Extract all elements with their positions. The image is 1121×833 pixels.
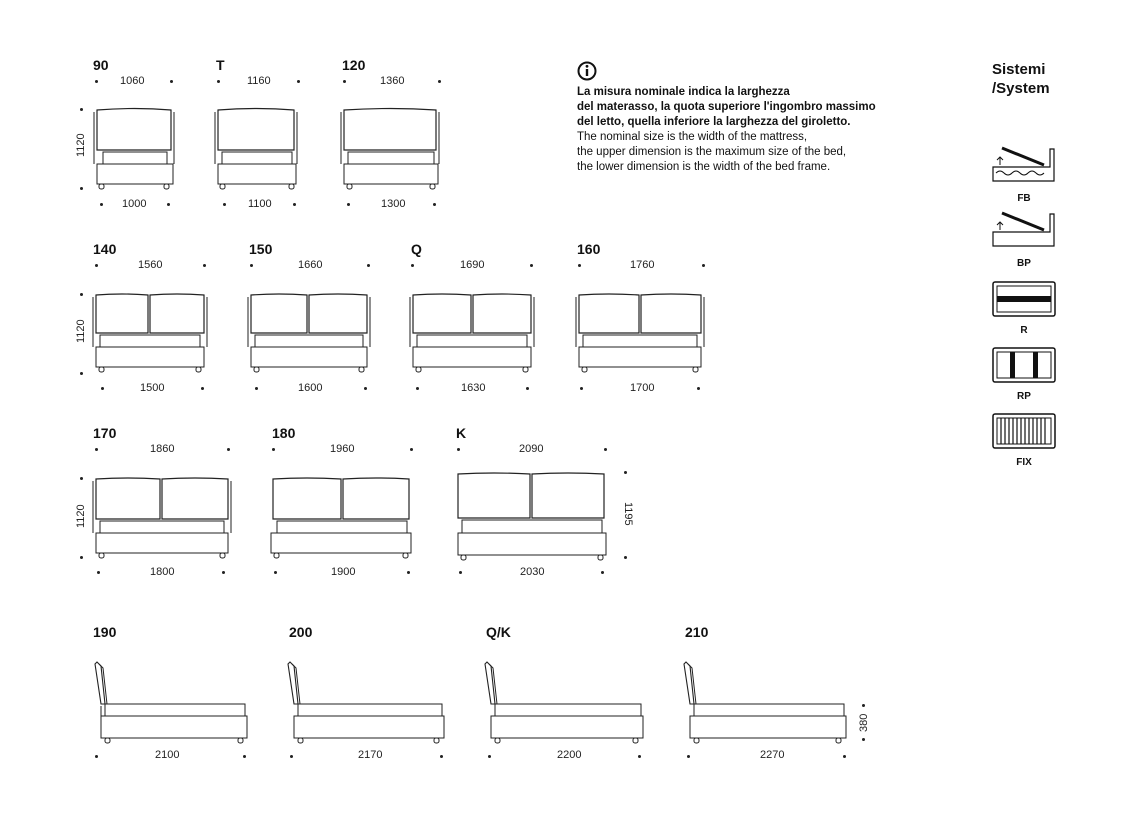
note-line: La misura nominale indica la larghezza (577, 86, 790, 98)
bed-side-drawing (483, 662, 645, 746)
bed-side-drawing (682, 662, 848, 746)
slat-panel-icon (992, 347, 1056, 383)
system-R (992, 281, 1056, 336)
top-dimension: 1660 (298, 259, 323, 271)
system-FB (992, 143, 1056, 204)
size-label: 200 (289, 624, 313, 640)
bed-front-drawing (95, 108, 175, 192)
size-label: 140 (93, 241, 117, 257)
top-dimension: 1560 (138, 259, 163, 271)
system-label: BP (1017, 258, 1031, 269)
size-label: Q/K (486, 624, 511, 640)
bed-front-drawing (216, 108, 298, 192)
height-dimension: 1120 (75, 319, 87, 343)
fixed-slats-icon (992, 413, 1056, 449)
height-dimension: 1120 (75, 504, 87, 528)
size-label: 120 (342, 57, 366, 73)
top-dimension: 1860 (150, 443, 175, 455)
size-label: K (456, 425, 467, 441)
length-dimension: 2100 (155, 749, 180, 761)
top-dimension: 2090 (519, 443, 544, 455)
size-label: Q (411, 241, 422, 257)
top-dimension: 1060 (120, 75, 145, 87)
lift-storage-icon (992, 208, 1056, 250)
length-dimension: 2200 (557, 749, 582, 761)
lift-bed-icon (992, 143, 1056, 185)
size-label: 190 (93, 624, 117, 640)
bed-front-drawing (456, 472, 608, 562)
note-line: the lower dimension is the width of the bed frame. (577, 161, 831, 173)
system-label: R (1020, 325, 1028, 336)
note-line: del letto, quella inferiore la larghezza del giroletto. (577, 116, 851, 128)
size-label: 210 (685, 624, 709, 640)
bottom-dimension: 1500 (140, 382, 165, 394)
note-line: the upper dimension is the maximum size of the bed, (577, 146, 847, 158)
systems-title-line: /System (992, 80, 1050, 97)
system-label: FB (1017, 193, 1031, 204)
dimension-note (577, 85, 907, 175)
size-label: T (216, 57, 225, 73)
length-dimension: 2270 (760, 749, 785, 761)
top-dimension: 1690 (460, 259, 485, 271)
bed-front-drawing (271, 477, 413, 561)
bed-front-drawing (94, 293, 208, 375)
height-dimension: 380 (858, 713, 870, 732)
bottom-dimension: 1100 (248, 198, 272, 210)
bed-front-drawing (94, 477, 232, 561)
system-label: RP (1017, 391, 1031, 402)
top-dimension: 1360 (380, 75, 405, 87)
height-dimension: 1195 (622, 502, 634, 526)
bed-front-drawing (342, 108, 440, 192)
systems-title (992, 60, 1050, 98)
bed-front-drawing (249, 293, 371, 375)
note-line: del materasso, la quota superiore l'ingombro massimo (577, 101, 876, 113)
bottom-dimension: 1300 (381, 198, 406, 210)
length-dimension: 2170 (358, 749, 383, 761)
note-line: The nominal size is the width of the mattress, (577, 131, 808, 143)
bed-front-drawing (577, 293, 705, 375)
system-RP (992, 347, 1056, 402)
bottom-dimension: 1800 (150, 566, 175, 578)
bottom-dimension: 1900 (331, 566, 356, 578)
size-label: 150 (249, 241, 273, 257)
top-dimension: 1760 (630, 259, 655, 271)
top-dimension: 1960 (330, 443, 355, 455)
size-label: 180 (272, 425, 296, 441)
info-icon (577, 61, 597, 81)
size-label: 160 (577, 241, 601, 257)
size-label: 90 (93, 57, 109, 73)
system-label: FIX (1016, 457, 1032, 468)
system-BP (992, 208, 1056, 269)
bottom-dimension: 2030 (520, 566, 545, 578)
bed-side-drawing (286, 662, 446, 746)
bottom-dimension: 1600 (298, 382, 323, 394)
bottom-dimension: 1630 (461, 382, 486, 394)
size-label: 170 (93, 425, 117, 441)
system-FIX (992, 413, 1056, 468)
systems-title-line: Sistemi (992, 61, 1046, 78)
slat-frame-icon (992, 281, 1056, 317)
bed-side-drawing (93, 662, 249, 746)
bottom-dimension: 1000 (122, 198, 147, 210)
top-dimension: 1160 (247, 75, 271, 87)
bed-front-drawing (411, 293, 535, 375)
bottom-dimension: 1700 (630, 382, 655, 394)
height-dimension: 1120 (75, 133, 87, 157)
